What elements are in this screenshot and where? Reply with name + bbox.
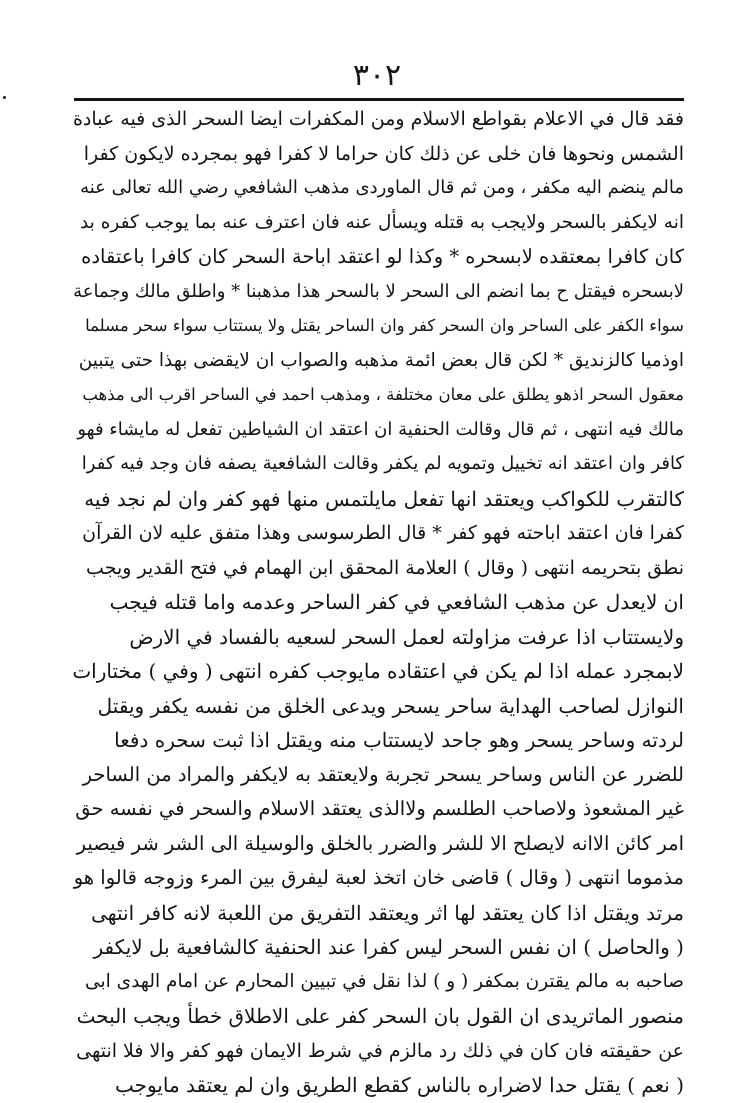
- text-line: مالم ينضم اليه مكفر ، ومن ثم قال الماوردى مذهب الشافعي رضي الله تعالى عنه: [80, 177, 684, 198]
- text-line: صاحبه به مالم يقترن بمكفر ( و ) لذا نقل في تبيين المحارم عن امام الهدى ابى: [85, 970, 684, 992]
- text-line: منصور الماتريدى ان القول بان السحر كفر على الاطلاق خطأ ويجب البحث: [76, 1004, 684, 1028]
- text-line: امر كائن الاانه لايصلح الا للشر والضرر بالخلق والوسيلة الى الشر شر فيصير: [76, 831, 684, 855]
- text-line: لابسحره فيقتل ح بما انضم الى السحر لا بالسحر هذا مذهبنا * واطلق مالك وجماعة: [73, 280, 684, 302]
- text-line: كان كافرا بمعتقده لابسحره * وكذا لو اعتقد اباحة السحر كان كافرا باعتقاده: [81, 245, 684, 268]
- text-line: للضرر عن الناس وساحر يسحر تجربة ولايعتقد به لايكفر والمراد من الساحر: [82, 762, 684, 786]
- text-line: غير المشعوذ ولاصاحب الطلسم ولاالذى يعتقد الاسلام والسحر في نفسه حق: [75, 797, 684, 820]
- text-line: كافر وان اعتقد انه تخييل وتمويه لم يكفر وقالت الشافعية يصفه فان وجد فيه كفرا: [81, 453, 684, 474]
- text-line: ان لايعدل عن مذهب الشافعي في كفر الساحر وعدمه واما قتله فيجب: [109, 590, 684, 614]
- text-line: مذموما انتهى ( وقال ) قاضى خان اتخذ لعبة ليفرق بين المرء وزوجه قالوا هو: [73, 866, 684, 889]
- text-line: فقد قال في الاعلام بقواطع الاسلام ومن المكفرات ايضا السحر الذى فيه عبادة: [72, 108, 684, 130]
- text-line: كالتقرب للكواكب ويعتقد انها تفعل مايلتمس منها فهو كفر وان لم نجد فيه: [84, 486, 684, 511]
- text-line: عن حقيقته فان كان في ذلك رد مالزم في شرط الايمان فهو كفر والا فلا انتهى: [76, 1039, 684, 1062]
- text-line: انه لايكفر بالسحر ولايجب به قتله ويسأل عنه فان اعترف عنه بما يوجب كفره بد: [79, 211, 684, 233]
- header-rule: [74, 98, 684, 101]
- text-line: ( والحاصل ) ان نفس السحر ليس كفرا عند الحنفية كالشافعية بل لايكفر: [93, 935, 684, 959]
- text-line: مالك فيه انتهى ، ثم قال وقالت الحنفية ان اعتقد ان الشياطين تفعل له مايشاء فهو: [77, 418, 684, 440]
- text-line: ولايستتاب اذا عرفت مزاولته لعمل السحر لسعيه بالفساد في الارض: [129, 624, 684, 649]
- text-line: النوازل لصاحب الهداية ساحر يسحر ويدعى الخلق من نفسه يكفر ويقتل: [97, 693, 684, 718]
- text-line: اوذميا كالزنديق * لكن قال بعض ائمة مذهبه والصواب ان لايقضى بهذا حتى يتبين: [78, 349, 684, 371]
- text-line: سواء الكفر على الساحر وان السحر كفر وان الساحر يقتل ولا يستتاب سواء سحر مسلما: [85, 316, 684, 335]
- text-line: الشمس ونحوها فان خلى عن ذلك كان حراما لا كفرا فهو بمجرده لايكون كفرا: [83, 142, 684, 165]
- text-line: لابمجرد عمله اذا لم يكن في اعتقاده مايوجب كفره انتهى ( وفي ) مختارات: [72, 659, 684, 683]
- text-line: لردته وساحر يسحر وهو جاحد لايستتاب منه ويقتل اذا ثبت سحره دفعا: [114, 728, 684, 752]
- text-line: كفرا فان اعتقد اباحته فهو كفر * قال الطرسوسى وهذا متفق عليه لان القرآن: [82, 522, 684, 544]
- text-line: مرتد ويقتل اذا كان يعتقد لها اثر ويعتقد التفريق من اللعبة لانه كافر انتهى: [91, 900, 684, 925]
- body-text: [72, 102, 684, 1103]
- margin-speck: [3, 96, 6, 99]
- text-line: ( نعم ) يقتل حدا لاضراره بالناس كقطع الطريق وان لم يعتقد مايوجب: [114, 1073, 684, 1097]
- page-number: ٣٠٢: [352, 58, 402, 93]
- text-line: نطق بتحريمه انتهى ( وقال ) العلامة المحقق ابن الهمام في فتح القدير ويجب: [86, 556, 684, 579]
- text-line: معقول السحر اذهو يطلق على معان مختلفة ، ومذهب احمد في الساحر اقرب الى مذهب: [82, 385, 684, 404]
